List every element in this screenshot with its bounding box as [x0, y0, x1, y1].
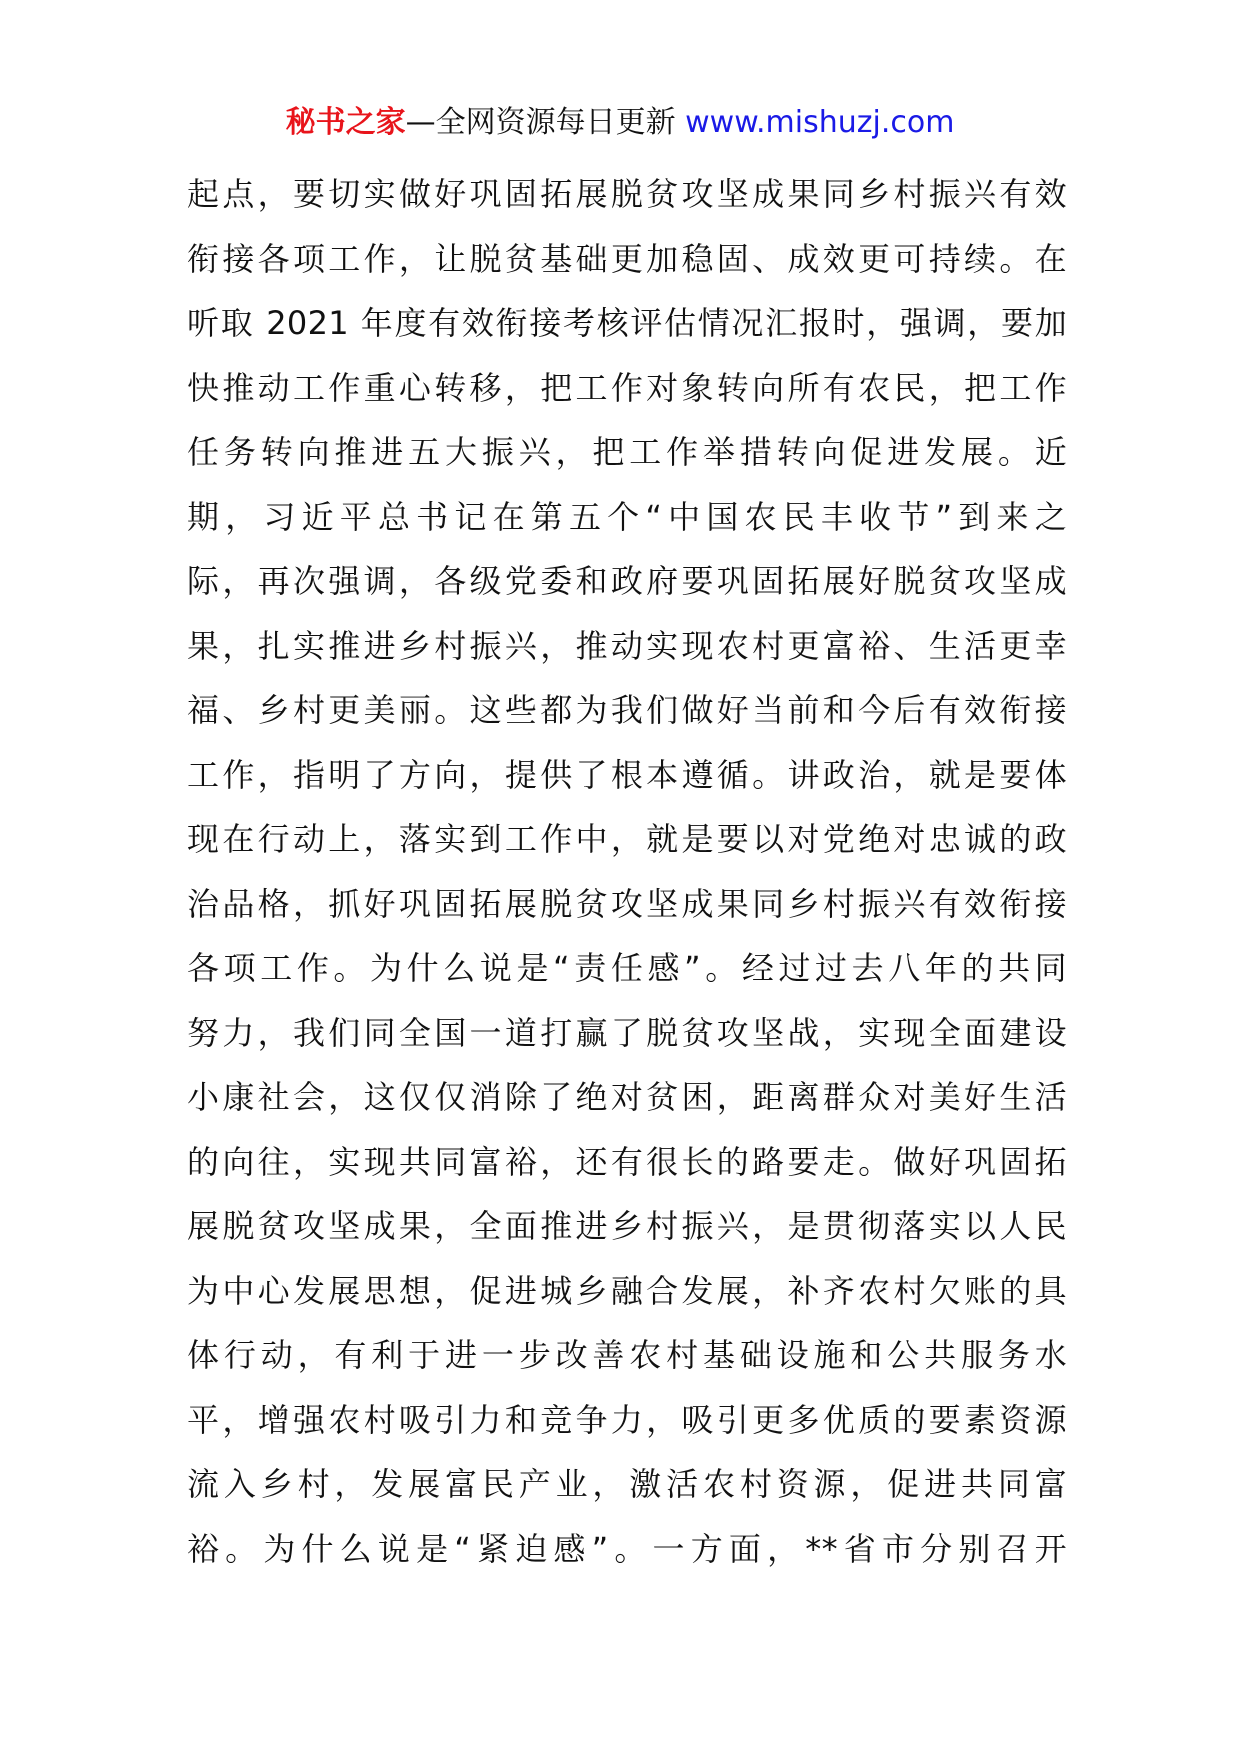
text-line: 小康社会，这仅仅消除了绝对贫困，距离群众对美好生活 — [187, 1078, 1067, 1116]
text-line: 期，习近平总书记在第五个“中国农民丰收节”到来之 — [187, 497, 1067, 536]
text-line: 工作，指明了方向，提供了根本遵循。讲政治，就是要体 — [187, 755, 1067, 794]
text-line: 的向往，实现共同富裕，还有很长的路要走。做好巩固拓 — [187, 1142, 1067, 1181]
text-line: 为中心发展思想，促进城乡融合发展，补齐农村欠账的具 — [187, 1271, 1067, 1310]
text-line: 平，增强农村吸引力和竞争力，吸引更多优质的要素资源 — [187, 1400, 1067, 1439]
text-line: 衔接各项工作，让脱贫基础更加稳固、成效更可持续。在 — [187, 239, 1067, 278]
page-header — [0, 100, 1240, 146]
text-line: 体行动，有利于进一步改善农村基础设施和公共服务水 — [187, 1336, 1067, 1374]
body-text — [187, 162, 1067, 1581]
site-url-link[interactable]: www.mishuzj.com — [685, 105, 955, 140]
text-line: 治品格，抓好巩固拓展脱贫攻坚成果同乡村振兴有效衔接 — [187, 884, 1067, 923]
text-line: 努力，我们同全国一道打赢了脱贫攻坚战，实现全面建设 — [187, 1013, 1067, 1052]
text-line: 快推动工作重心转移，把工作对象转向所有农民，把工作 — [187, 368, 1067, 407]
text-line: 福、乡村更美丽。这些都为我们做好当前和今后有效衔接 — [187, 691, 1067, 729]
text-line: 果，扎实推进乡村振兴，推动实现农村更富裕、生活更幸 — [187, 626, 1067, 665]
text-line: 流入乡村，发展富民产业，激活农村资源，促进共同富 — [187, 1465, 1067, 1503]
brand-name: 秘书之家 — [285, 105, 406, 140]
text-line: 起点，要切实做好巩固拓展脱贫攻坚成果同乡村振兴有效 — [187, 175, 1067, 213]
text-line: 任务转向推进五大振兴，把工作举措转向促进发展。近 — [187, 433, 1067, 471]
text-line: 听取 2021 年度有效衔接考核评估情况汇报时，强调，要加 — [187, 304, 1067, 342]
header-slogan: —全网资源每日更新 — [405, 105, 676, 140]
text-line: 展脱贫攻坚成果，全面推进乡村振兴，是贯彻落实以人民 — [187, 1207, 1067, 1245]
text-line: 现在行动上，落实到工作中，就是要以对党绝对忠诚的政 — [187, 820, 1067, 858]
text-line: 裕。为什么说是“紧迫感”。一方面，**省市分别召开 — [187, 1529, 1067, 1568]
text-line: 各项工作。为什么说是“责任感”。经过过去八年的共同 — [187, 949, 1067, 987]
text-line: 际，再次强调，各级党委和政府要巩固拓展好脱贫攻坚成 — [187, 562, 1067, 600]
